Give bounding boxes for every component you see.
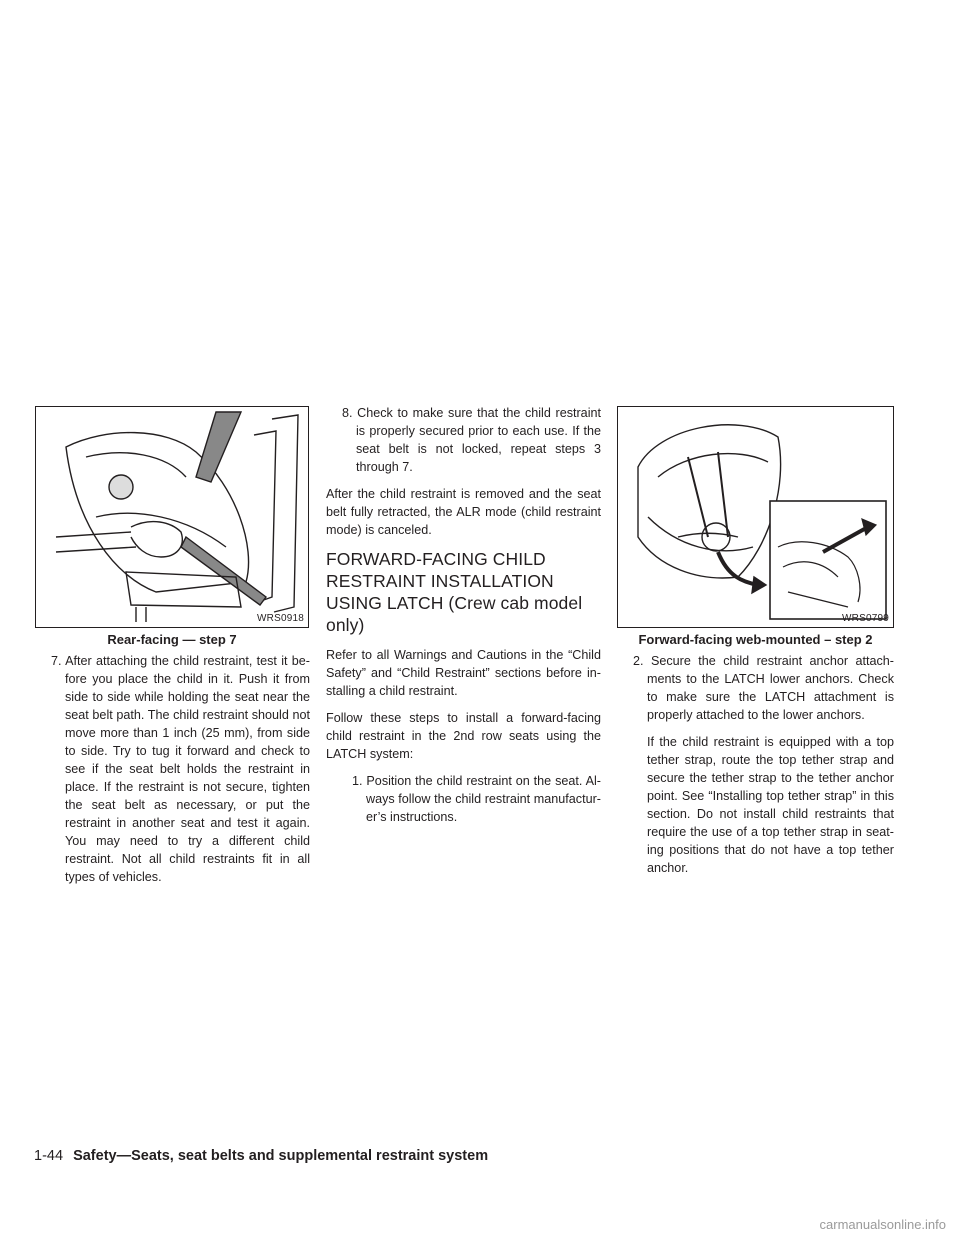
section-title: Safety—Seats, seat belts and supplemental restraint system [73, 1148, 489, 1164]
section-heading: FORWARD-FACING CHILD RESTRAINT INSTALLATION USING LATCH (Crew cab model only) [326, 549, 583, 635]
figure-caption: Rear-facing — step 7 [107, 632, 237, 647]
alr-paragraph: After the child restraint is removed and the seat belt fully retracted, the ALR mode (child restraint mode) is canceled. [326, 487, 601, 537]
figure-caption: Forward-facing web-mounted – step 2 [638, 632, 873, 647]
figure-rear-facing [35, 406, 309, 628]
column-3 [617, 652, 894, 886]
figure-code: WRS0799 [842, 613, 889, 624]
step-7-text: 7. After attaching the child restraint, test it before you place the child in it. Push it from side to side while holding the seat near the seat belt path. The child restraint should not move more than 1 inch (25 mm), from side to side. Try to tug it forward and check to see if the seat belt holds the restraint in place. If the restraint is not secure, tighten the seat belt as necessary, or put the restraint in another seat and test it again. You may need to try a different child restraint. Not all child restraints fit in all types of vehicles. [51, 654, 310, 884]
forward-facing-illustration [618, 407, 892, 626]
step-2-tether-text: If the child restraint is equipped with a top tether strap, route the top tether strap and secure the tether strap to the tether anchor point. See “Installing top tether strap” in this section. Do not install child restraints that require the use of a top tether strap in seating positions that do not have a top tether anchor. [647, 735, 894, 875]
step-1-text: 1. Position the child restraint on the seat. Always follow the child restraint manufacturer’s instructions. [352, 774, 601, 824]
step-2-text: 2. Secure the child restraint anchor attachments to the LATCH lower anchors. Check to make sure the LATCH attachment is properly attached to the lower anchors. [633, 654, 894, 722]
page-number: 1-44 [34, 1148, 64, 1164]
figure-forward-facing [617, 406, 894, 628]
figure-code: WRS0918 [257, 613, 304, 624]
page-footer [34, 1148, 488, 1164]
warnings-paragraph: Refer to all Warnings and Cautions in the “Child Safety” and “Child Restraint” sections before installing a child restraint. [326, 648, 601, 698]
watermark: carmanualsonline.info [819, 1217, 946, 1232]
rear-facing-illustration [36, 407, 307, 626]
column-1 [35, 652, 310, 895]
steps-intro-paragraph: Follow these steps to install a forward-facing child restraint in the 2nd row seats using the LATCH system: [326, 711, 601, 761]
step-8-text: 8. Check to make sure that the child restraint is properly secured prior to each use. If the seat belt is not locked, repeat steps 3 through 7. [342, 406, 601, 474]
column-2 [326, 404, 601, 835]
